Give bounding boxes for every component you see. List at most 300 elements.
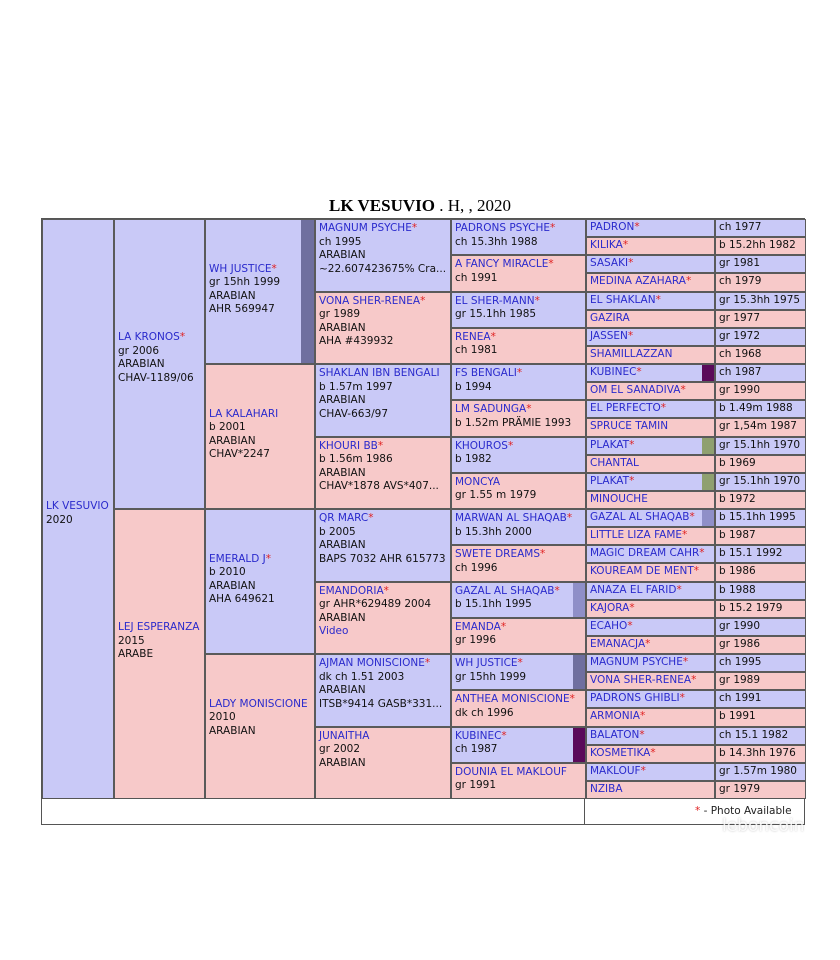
watermark-logo: leboncoin	[722, 816, 805, 836]
ancestor-name-cell	[586, 745, 715, 763]
photo-star-icon: *	[629, 601, 635, 614]
horse-cell	[451, 400, 586, 436]
horse-name-link[interactable]: NZIBA	[590, 782, 623, 795]
ancestor-name-cell	[586, 328, 715, 346]
horse-detail: gr 1996	[455, 634, 497, 647]
photo-star-icon: *	[540, 548, 546, 561]
color-swatch	[573, 728, 585, 762]
photo-star-icon: *	[627, 619, 633, 632]
video-link[interactable]: Video	[319, 625, 349, 637]
photo-star-icon: *	[501, 729, 507, 742]
ancestor-info-cell	[715, 255, 806, 273]
ancestor-name-cell	[586, 418, 715, 436]
horse-cell	[315, 292, 451, 365]
horse-name-link[interactable]: QR MARC	[319, 512, 369, 524]
photo-star-icon: *	[636, 366, 642, 378]
photo-star-icon: *	[639, 710, 646, 723]
photo-star-icon: *	[682, 656, 689, 668]
photo-star-icon: *	[377, 439, 384, 452]
horse-cell	[451, 545, 586, 581]
photo-star-icon: *	[693, 565, 700, 578]
horse-cell	[451, 690, 586, 726]
horse-name-link[interactable]: LEJ ESPERANZA	[118, 621, 200, 633]
photo-star-icon: *	[424, 657, 431, 669]
photo-star-icon: *	[627, 329, 634, 342]
horse-detail: b 1982	[455, 453, 492, 465]
horse-detail: b 1986	[719, 565, 756, 578]
horse-name-link[interactable]: SHAKLAN IBN BENGALI	[319, 367, 440, 379]
ancestor-info-cell	[715, 400, 806, 418]
horse-detail: ch 1991	[455, 271, 498, 284]
horse-detail: ch 1981	[455, 344, 498, 357]
photo-star-icon: *	[682, 529, 688, 542]
horse-detail: gr 1979	[719, 782, 761, 795]
horse-name-link[interactable]: MAGNUM PSYCHE	[319, 222, 412, 234]
photo-star-icon: *	[569, 693, 575, 706]
horse-name-link[interactable]: CHANTAL	[590, 456, 639, 469]
horse-name-link[interactable]: KOUREAM DE MENT	[590, 565, 694, 578]
ancestor-name-cell	[586, 455, 715, 473]
horse-cell	[451, 292, 586, 328]
photo-star-icon: *	[368, 512, 374, 524]
ancestor-name-cell	[586, 672, 715, 690]
horse-cell	[315, 219, 451, 292]
horse-detail: gr 15.1hh 1970	[719, 474, 801, 487]
horse-detail: gr 1977	[719, 311, 761, 324]
ancestor-name-cell	[586, 727, 715, 745]
horse-detail: ch 1995	[319, 235, 362, 248]
horse-detail: gr 15.3hh 1975	[719, 293, 801, 306]
photo-star-icon: *	[645, 637, 651, 650]
horse-detail: ~22.607423675% Cra...	[319, 262, 447, 275]
horse-detail: b 2005	[319, 525, 356, 538]
horse-cell	[315, 582, 451, 655]
horse-detail: b 15.1 1992	[719, 547, 783, 560]
horse-name-link[interactable]: GAZAL AL SHAQAB	[590, 511, 690, 523]
horse-detail: b 1.56m 1986	[319, 453, 393, 465]
color-swatch	[702, 510, 714, 526]
horse-cell	[114, 219, 205, 509]
photo-star-icon: *	[629, 474, 635, 487]
color-swatch	[702, 365, 714, 381]
ancestor-name-cell	[586, 473, 715, 491]
ancestor-name-cell	[586, 237, 715, 255]
ancestor-name-cell	[586, 364, 715, 382]
ancestor-info-cell	[715, 672, 806, 690]
photo-star-icon: *	[411, 222, 418, 234]
horse-name-link[interactable]: GAZAL AL SHAQAB	[455, 584, 555, 597]
horse-cell	[451, 473, 586, 509]
photo-star-icon: *	[628, 257, 634, 270]
horse-name-link[interactable]: KAJORA	[590, 601, 630, 614]
ancestor-info-cell	[715, 292, 806, 310]
horse-detail: ARABIAN	[209, 724, 256, 737]
ancestor-name-cell	[586, 636, 715, 654]
horse-detail: ch 1987	[719, 366, 762, 378]
horse-name-link[interactable]: PLAKAT	[590, 474, 630, 487]
horse-detail: b 15.2hh 1982	[719, 239, 796, 252]
horse-cell	[451, 727, 586, 763]
horse-name-link[interactable]: KHOUROS	[455, 439, 508, 452]
horse-detail: ARABIAN	[319, 684, 366, 696]
horse-detail: b 1.52m PRÄMIE 1993	[455, 416, 572, 429]
horse-name-link[interactable]: A FANCY MIRACLE	[455, 258, 549, 271]
horse-name-link[interactable]: VONA SHER-RENEA	[590, 674, 692, 687]
horse-detail: ARABIAN	[319, 611, 366, 624]
ancestor-info-cell	[715, 491, 806, 509]
horse-name-link[interactable]: VONA SHER-RENEA	[319, 294, 421, 307]
horse-detail: gr 1981	[719, 257, 761, 270]
ancestor-name-cell	[586, 310, 715, 328]
ancestor-name-cell	[586, 563, 715, 581]
photo-star-icon: *	[622, 239, 629, 252]
ancestor-info-cell	[715, 763, 806, 781]
horse-name-link[interactable]: PADRON	[590, 221, 635, 233]
horse-name-link[interactable]: WH JUSTICE	[209, 262, 272, 275]
horse-detail: gr 1989	[319, 308, 361, 320]
photo-star-icon: *	[699, 547, 705, 560]
horse-name-link[interactable]: EMANACJA	[590, 637, 646, 650]
horse-detail: gr 1990	[719, 384, 761, 397]
horse-detail: b 15.3hh 2000	[455, 525, 532, 538]
ancestor-name-cell	[586, 382, 715, 400]
ancestor-name-cell	[586, 763, 715, 781]
horse-detail: ch 15.1 1982	[719, 728, 789, 741]
horse-detail: ARABIAN	[319, 539, 366, 551]
horse-cell	[315, 509, 451, 582]
horse-detail: ARABIAN	[319, 466, 366, 479]
horse-name-link[interactable]: LK VESUVIO	[46, 500, 109, 512]
horse-detail: ARABE	[118, 648, 154, 660]
ancestor-name-cell	[586, 781, 715, 799]
color-swatch	[702, 474, 714, 490]
ancestor-info-cell	[715, 437, 806, 455]
ancestor-name-cell	[586, 600, 715, 618]
ancestor-info-cell	[715, 582, 806, 600]
horse-detail: ARABIAN	[209, 579, 256, 592]
horse-name-link[interactable]: ANAZA EL FARID	[590, 583, 677, 596]
photo-star-icon: *	[517, 657, 523, 669]
horse-detail: b 15.1hh 1995	[455, 598, 532, 610]
horse-detail: b 1988	[719, 583, 756, 596]
photo-star-icon: *	[554, 584, 560, 597]
horse-detail: ch 1996	[455, 561, 498, 574]
horse-detail: AHA #439932	[319, 335, 394, 347]
photo-star-icon: *	[548, 258, 554, 271]
horse-name-link[interactable]: MONCYA	[455, 475, 501, 488]
horse-detail: gr 1990	[719, 619, 761, 632]
horse-detail: gr 1.57m 1980	[719, 764, 797, 777]
horse-detail: gr AHR*629489 2004	[319, 598, 432, 610]
horse-cell	[205, 654, 315, 799]
ancestor-info-cell	[715, 545, 806, 563]
ancestor-name-cell	[586, 255, 715, 273]
horse-name-link[interactable]: MAKLOUF	[590, 764, 641, 777]
horse-detail: CHAV*1878 AVS*407...	[319, 480, 439, 492]
photo-star-icon: *	[265, 552, 272, 565]
title-details: . H, , 2020	[434, 196, 511, 215]
photo-star-icon: *	[689, 511, 695, 523]
horse-detail: ARABIAN	[209, 289, 256, 302]
ancestor-name-cell	[586, 292, 715, 310]
photo-star-icon: *	[271, 262, 277, 275]
color-swatch	[573, 583, 585, 617]
horse-detail: ARABIAN	[319, 756, 366, 769]
ancestor-name-cell	[586, 273, 715, 291]
color-swatch	[702, 438, 714, 454]
horse-detail: gr 15hh 1999	[455, 670, 527, 683]
ancestor-name-cell	[586, 690, 715, 708]
horse-name-link[interactable]: JASSEN	[590, 329, 628, 342]
ancestor-info-cell	[715, 328, 806, 346]
horse-name-link[interactable]: KOSMETIKA	[590, 746, 651, 759]
horse-cell	[451, 509, 586, 545]
photo-star-icon: *	[650, 746, 656, 759]
horse-name-link[interactable]: MAGNUM PSYCHE	[590, 656, 683, 668]
horse-detail: b 1969	[719, 456, 756, 469]
color-swatch	[573, 655, 585, 689]
horse-name-link[interactable]: KILIKA	[590, 239, 623, 252]
ancestor-info-cell	[715, 618, 806, 636]
horse-name-link[interactable]: WH JUSTICE	[455, 657, 518, 669]
ancestor-info-cell	[715, 781, 806, 799]
horse-name-link[interactable]: LADY MONISCIONE	[209, 697, 308, 710]
horse-cell	[315, 437, 451, 510]
photo-star-icon: *	[655, 293, 661, 306]
horse-detail: dk ch 1.51 2003	[319, 670, 405, 683]
horse-detail: b 15.2 1979	[719, 601, 783, 614]
horse-detail: AHR 569947	[209, 303, 275, 315]
horse-detail: b 14.3hh 1976	[719, 746, 796, 759]
photo-star-icon: *	[685, 275, 692, 288]
legend-text: - Photo Available	[700, 805, 792, 817]
photo-star-icon: *	[179, 331, 186, 343]
horse-name-link[interactable]: SWETE DREAMS	[455, 548, 540, 561]
ancestor-info-cell	[715, 310, 806, 328]
ancestor-info-cell	[715, 418, 806, 436]
footer-blank-cell	[41, 798, 585, 825]
horse-name-link[interactable]: JUNAITHA	[319, 729, 370, 742]
ancestor-info-cell	[715, 654, 806, 672]
ancestor-name-cell	[586, 346, 715, 364]
photo-star-icon: *	[634, 221, 640, 233]
horse-detail: gr 1989	[719, 674, 761, 687]
horse-name-link[interactable]: DOUNIA EL MAKLOUF	[455, 765, 567, 778]
horse-name-link[interactable]: ANTHEA MONISCIONE	[455, 693, 570, 706]
horse-cell	[451, 328, 586, 364]
pedigree-footer	[41, 798, 805, 826]
ancestor-info-cell	[715, 745, 806, 763]
ancestor-info-cell	[715, 473, 806, 491]
horse-name-link[interactable]: ARMONIA	[590, 710, 640, 723]
horse-cell	[451, 618, 586, 654]
horse-detail: b 15.1hh 1995	[719, 511, 796, 523]
photo-star-icon: *	[679, 692, 685, 705]
horse-name-link[interactable]: FS BENGALI	[455, 367, 517, 379]
horse-detail: ARABIAN	[209, 434, 256, 447]
horse-name-link[interactable]: MARWAN AL SHAQAB	[455, 512, 567, 524]
ancestor-info-cell	[715, 364, 806, 382]
horse-name-link[interactable]: KHOURI BB	[319, 439, 378, 452]
ancestor-info-cell	[715, 219, 806, 237]
horse-detail: ARABIAN	[118, 358, 165, 370]
photo-star-icon: *	[507, 439, 514, 452]
horse-detail: ch 1991	[719, 692, 762, 705]
horse-detail: gr 1.55 m 1979	[455, 489, 537, 502]
ancestor-name-cell	[586, 400, 715, 418]
horse-cell	[451, 437, 586, 473]
horse-detail: gr 1,54m 1987	[719, 420, 797, 433]
horse-name-link[interactable]: EMANDORIA	[319, 584, 384, 597]
photo-star-icon: *	[550, 222, 556, 234]
horse-detail: gr 2002	[319, 743, 361, 755]
horse-detail: b 2010	[209, 566, 246, 578]
horse-name-link[interactable]: LITTLE LIZA FAME	[590, 529, 683, 542]
horse-detail: 2020	[46, 513, 73, 526]
ancestor-info-cell	[715, 636, 806, 654]
horse-name-link[interactable]: MAGIC DREAM CAHR	[590, 547, 700, 560]
photo-star-icon: *	[680, 384, 686, 397]
horse-name-link[interactable]: EL PERFECTO	[590, 402, 661, 415]
horse-detail: ARABIAN	[319, 249, 366, 261]
ancestor-name-cell	[586, 708, 715, 726]
horse-name-link[interactable]: MINOUCHE	[590, 492, 648, 505]
horse-detail: ch 1968	[719, 347, 762, 360]
ancestor-info-cell	[715, 527, 806, 545]
horse-detail: b 1.57m 1997	[319, 380, 393, 393]
horse-name: LK VESUVIO	[329, 196, 435, 215]
horse-name-link[interactable]: EMANDA	[455, 620, 501, 633]
horse-cell	[205, 219, 315, 364]
horse-detail: gr 15hh 1999	[209, 276, 281, 288]
horse-name-link[interactable]: EL SHAKLAN	[590, 293, 656, 306]
photo-star-icon: *	[516, 367, 523, 379]
horse-detail: b 1991	[719, 710, 756, 723]
horse-name-link[interactable]: AJMAN MONISCIONE	[319, 657, 425, 669]
horse-detail: BAPS 7032 AHR 615773	[319, 552, 446, 565]
horse-detail: ch 1977	[719, 221, 762, 233]
horse-name-link[interactable]: BALATON	[590, 728, 640, 741]
horse-name-link[interactable]: SASAKI	[590, 257, 629, 270]
photo-star-icon: *	[639, 728, 645, 741]
horse-detail: CHAV-663/97	[319, 407, 389, 420]
horse-cell	[315, 654, 451, 727]
ancestor-name-cell	[586, 509, 715, 527]
horse-detail: CHAV*2247	[209, 448, 270, 460]
horse-detail: gr 1972	[719, 329, 761, 342]
horse-cell	[451, 763, 586, 799]
horse-name-link[interactable]: KUBINEC	[590, 366, 637, 378]
horse-name-link[interactable]: KUBINEC	[455, 729, 502, 742]
photo-star-icon: *	[660, 402, 667, 415]
horse-name-link[interactable]: EL SHER-MANN	[455, 294, 535, 307]
ancestor-name-cell	[586, 545, 715, 563]
ancestor-info-cell	[715, 382, 806, 400]
photo-star-icon: *	[566, 512, 573, 524]
horse-cell	[205, 509, 315, 654]
horse-detail: ARABIAN	[319, 321, 366, 334]
horse-detail: b 1972	[719, 492, 756, 505]
horse-detail: AHA 649621	[209, 593, 275, 605]
pedigree-table	[41, 218, 805, 798]
photo-star-icon: *	[500, 620, 507, 633]
horse-detail: b 1.49m 1988	[719, 402, 793, 415]
horse-name-link[interactable]: MEDINA AZAHARA	[590, 275, 686, 288]
horse-cell	[451, 364, 586, 400]
horse-detail: gr 1986	[719, 637, 761, 650]
photo-star-icon: *	[691, 674, 697, 687]
horse-name-link[interactable]: SHAMILLAZZAN	[590, 347, 673, 360]
horse-detail: b 1987	[719, 529, 756, 542]
ancestor-name-cell	[586, 527, 715, 545]
horse-cell	[315, 727, 451, 800]
ancestor-info-cell	[715, 455, 806, 473]
horse-name-link[interactable]: PLAKAT	[590, 438, 630, 451]
horse-name-link[interactable]: ECAHO	[590, 619, 628, 632]
horse-name-link[interactable]: PADRONS PSYCHE	[455, 222, 551, 234]
horse-name-link[interactable]: OM EL SANADIVA	[590, 384, 681, 397]
horse-name-link[interactable]: RENEA	[455, 330, 491, 343]
horse-name-link[interactable]: LM SADUNGA	[455, 403, 527, 416]
horse-detail: ch 15.3hh 1988	[455, 235, 538, 248]
photo-star-icon: *	[383, 584, 389, 597]
horse-cell	[451, 219, 586, 255]
horse-cell	[451, 255, 586, 291]
horse-name-link[interactable]: GAZIRA	[590, 311, 630, 324]
horse-detail: gr 15.1hh 1970	[719, 438, 801, 451]
horse-cell	[205, 364, 315, 509]
horse-name-link[interactable]: LA KALAHARI	[209, 407, 279, 420]
horse-detail: ch 1987	[455, 743, 498, 755]
ancestor-info-cell	[715, 237, 806, 255]
ancestor-info-cell	[715, 509, 806, 527]
horse-detail: CHAV-1189/06	[118, 371, 194, 384]
horse-detail: ARABIAN	[319, 394, 366, 406]
horse-cell	[42, 219, 114, 799]
horse-detail: b 2001	[209, 421, 246, 433]
photo-star-icon: *	[640, 764, 646, 777]
horse-name-link[interactable]: EMERALD J	[209, 552, 266, 565]
ancestor-info-cell	[715, 690, 806, 708]
ancestor-info-cell	[715, 273, 806, 291]
photo-star-icon: *	[490, 330, 496, 343]
horse-detail: ITSB*9414 GASB*331...	[319, 697, 443, 710]
horse-detail: gr 2006	[118, 344, 160, 357]
photo-star-icon: *	[526, 403, 532, 416]
horse-name-link[interactable]: LA KRONOS	[118, 331, 180, 343]
horse-detail: ch 1979	[719, 275, 762, 288]
photo-star-icon: *	[534, 294, 540, 307]
ancestor-info-cell	[715, 346, 806, 364]
pedigree-title	[0, 196, 840, 216]
horse-name-link[interactable]: PADRONS GHIBLI	[590, 692, 680, 705]
horse-detail: gr 1991	[455, 779, 497, 792]
horse-name-link[interactable]: SPRUCE TAMIN	[590, 420, 669, 433]
ancestor-info-cell	[715, 563, 806, 581]
ancestor-info-cell	[715, 600, 806, 618]
photo-star-icon: *	[629, 438, 635, 451]
horse-cell	[451, 654, 586, 690]
ancestor-name-cell	[586, 618, 715, 636]
horse-detail: dk ch 1996	[455, 706, 514, 719]
ancestor-name-cell	[586, 491, 715, 509]
ancestor-name-cell	[586, 654, 715, 672]
horse-cell	[451, 582, 586, 618]
horse-cell	[114, 509, 205, 799]
horse-detail: 2010	[209, 711, 236, 723]
ancestor-name-cell	[586, 219, 715, 237]
horse-detail: gr 15.1hh 1985	[455, 308, 537, 320]
